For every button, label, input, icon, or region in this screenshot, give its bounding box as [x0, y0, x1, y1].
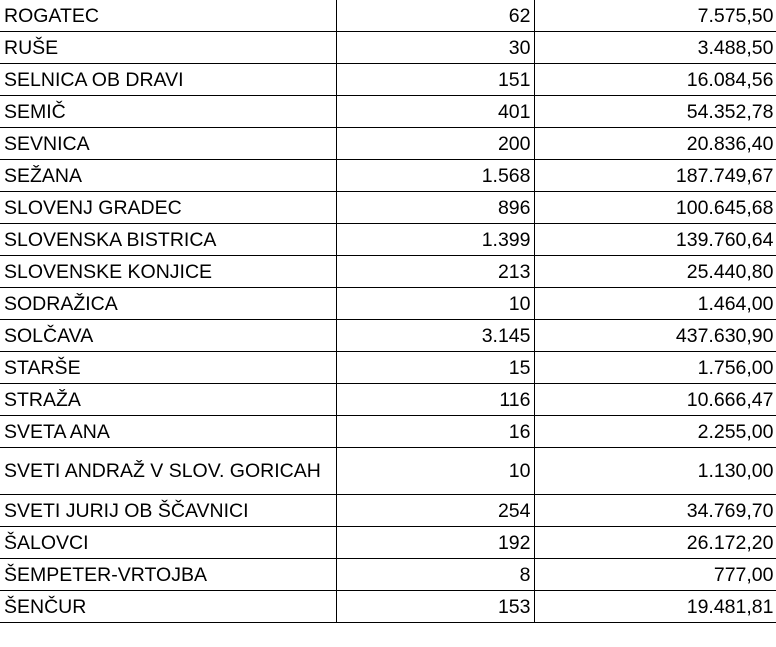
municipality-name-cell: ROGATEC — [0, 0, 336, 32]
municipality-name-cell: SVETI ANDRAŽ V SLOV. GORICAH — [0, 448, 336, 495]
amount-cell: 3.488,50 — [534, 32, 776, 64]
table-row — [0, 64, 776, 96]
amount-cell: 10.666,47 — [534, 384, 776, 416]
municipality-name-cell: SEVNICA — [0, 128, 336, 160]
municipality-name-cell: ŠEMPETER-VRTOJBA — [0, 559, 336, 591]
count-cell: 1.399 — [336, 224, 534, 256]
table-row — [0, 559, 776, 591]
count-cell: 1.568 — [336, 160, 534, 192]
municipality-name-cell: SOLČAVA — [0, 320, 336, 352]
table-row — [0, 352, 776, 384]
municipality-name-cell: ŠENČUR — [0, 591, 336, 623]
amount-cell: 139.760,64 — [534, 224, 776, 256]
count-cell: 30 — [336, 32, 534, 64]
municipality-name-cell: SVETA ANA — [0, 416, 336, 448]
amount-cell: 1.464,00 — [534, 288, 776, 320]
amount-cell: 100.645,68 — [534, 192, 776, 224]
amount-cell: 54.352,78 — [534, 96, 776, 128]
municipality-name-cell: ŠALOVCI — [0, 527, 336, 559]
table-row — [0, 288, 776, 320]
municipality-name-cell: SEŽANA — [0, 160, 336, 192]
count-cell: 401 — [336, 96, 534, 128]
count-cell: 213 — [336, 256, 534, 288]
table-row — [0, 224, 776, 256]
count-cell: 151 — [336, 64, 534, 96]
municipality-name-cell: SVETI JURIJ OB ŠČAVNICI — [0, 495, 336, 527]
municipality-name-cell: STARŠE — [0, 352, 336, 384]
amount-cell: 777,00 — [534, 559, 776, 591]
municipality-name-cell: SLOVENSKA BISTRICA — [0, 224, 336, 256]
amount-cell: 1.130,00 — [534, 448, 776, 495]
table-row — [0, 128, 776, 160]
municipality-name-cell: SEMIČ — [0, 96, 336, 128]
table-row — [0, 0, 776, 32]
count-cell: 3.145 — [336, 320, 534, 352]
count-cell: 896 — [336, 192, 534, 224]
count-cell: 62 — [336, 0, 534, 32]
count-cell: 254 — [336, 495, 534, 527]
count-cell: 10 — [336, 288, 534, 320]
count-cell: 192 — [336, 527, 534, 559]
table-row — [0, 416, 776, 448]
amount-cell: 2.255,00 — [534, 416, 776, 448]
table-row — [0, 527, 776, 559]
amount-cell: 16.084,56 — [534, 64, 776, 96]
amount-cell: 34.769,70 — [534, 495, 776, 527]
table-row — [0, 160, 776, 192]
count-cell: 116 — [336, 384, 534, 416]
table-row — [0, 256, 776, 288]
municipality-name-cell: STRAŽA — [0, 384, 336, 416]
count-cell: 153 — [336, 591, 534, 623]
count-cell: 200 — [336, 128, 534, 160]
municipality-name-cell: SLOVENJ GRADEC — [0, 192, 336, 224]
table-row — [0, 192, 776, 224]
amount-cell: 7.575,50 — [534, 0, 776, 32]
amount-cell: 19.481,81 — [534, 591, 776, 623]
table-row — [0, 495, 776, 527]
count-cell: 8 — [336, 559, 534, 591]
amount-cell: 25.440,80 — [534, 256, 776, 288]
table-row — [0, 448, 776, 495]
count-cell: 16 — [336, 416, 534, 448]
table-row — [0, 96, 776, 128]
table-row — [0, 320, 776, 352]
amount-cell: 20.836,40 — [534, 128, 776, 160]
amount-cell: 187.749,67 — [534, 160, 776, 192]
count-cell: 15 — [336, 352, 534, 384]
municipality-name-cell: SELNICA OB DRAVI — [0, 64, 336, 96]
amount-cell: 437.630,90 — [534, 320, 776, 352]
amount-cell: 1.756,00 — [534, 352, 776, 384]
table-row — [0, 384, 776, 416]
municipality-name-cell: RUŠE — [0, 32, 336, 64]
municipality-name-cell: SODRAŽICA — [0, 288, 336, 320]
table-row — [0, 32, 776, 64]
count-cell: 10 — [336, 448, 534, 495]
amount-cell: 26.172,20 — [534, 527, 776, 559]
municipality-name-cell: SLOVENSKE KONJICE — [0, 256, 336, 288]
table-row — [0, 591, 776, 623]
